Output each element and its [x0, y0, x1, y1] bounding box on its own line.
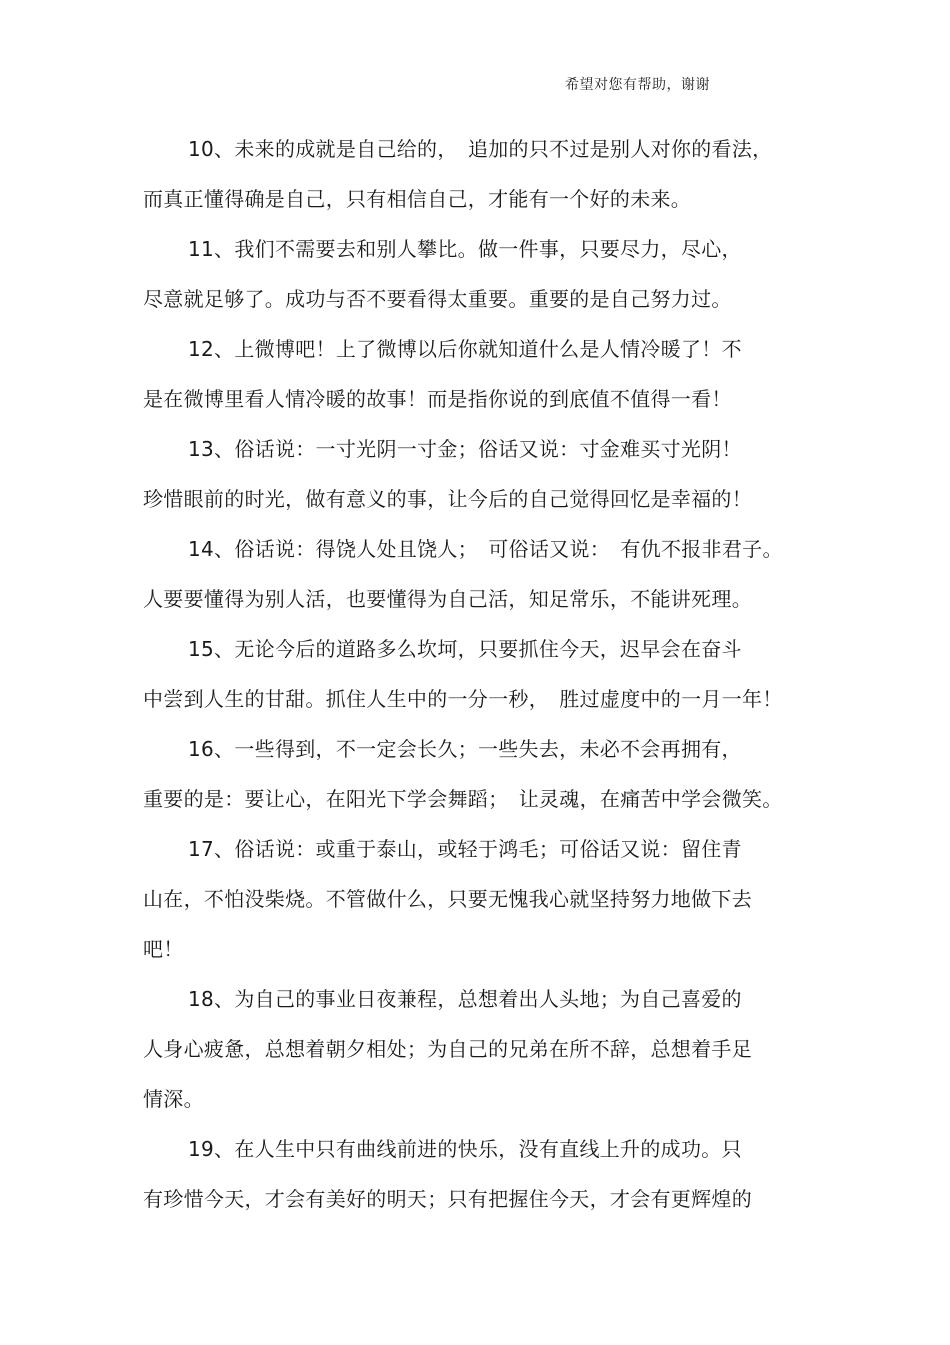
- text-line: 12、上微博吧！上了微博以后你就知道什么是人情冷暖了！不: [188, 337, 742, 361]
- text-line: 人身心疲惫，总想着朝夕相处；为自己的兄弟在所不辞，总想着手足: [143, 1037, 752, 1061]
- text-line: 15、无论今后的道路多么坎坷，只要抓住今天，迟早会在奋斗: [188, 637, 742, 661]
- text-line: 14、俗话说：得饶人处且饶人； 可俗话又说： 有仇不报非君子。: [188, 537, 783, 561]
- text-line: 尽意就足够了。成功与否不要看得太重要。重要的是自己努力过。: [143, 287, 732, 311]
- page-header-note: 希望对您有帮助，谢谢: [565, 77, 710, 93]
- text-line: 珍惜眼前的时光，做有意义的事，让今后的自己觉得回忆是幸福的！: [143, 487, 752, 511]
- text-line: 山在，不怕没柴烧。不管做什么，只要无愧我心就坚持努力地做下去: [143, 887, 752, 911]
- text-line: 而真正懂得确是自己，只有相信自己，才能有一个好的未来。: [143, 187, 692, 211]
- text-line: 吧！: [143, 937, 184, 961]
- text-line: 10、未来的成就是自己给的， 追加的只不过是别人对你的看法，: [188, 137, 773, 161]
- text-line: 中尝到人生的甘甜。抓住人生中的一分一秒， 胜过虚度中的一月一年！: [143, 687, 783, 711]
- text-line: 11、我们不需要去和别人攀比。做一件事，只要尽力，尽心，: [188, 237, 742, 261]
- text-line: 人要要懂得为别人活，也要懂得为自己活，知足常乐，不能讲死理。: [143, 587, 752, 611]
- text-line: 19、在人生中只有曲线前进的快乐，没有直线上升的成功。只: [188, 1137, 742, 1161]
- text-line: 情深。: [143, 1087, 204, 1111]
- document-body: [143, 124, 793, 1224]
- text-line: 16、一些得到，不一定会长久；一些失去，未必不会再拥有，: [188, 737, 742, 761]
- text-line: 18、为自己的事业日夜兼程，总想着出人头地；为自己喜爱的: [188, 987, 742, 1011]
- text-line: 重要的是：要让心，在阳光下学会舞蹈； 让灵魂，在痛苦中学会微笑。: [143, 787, 783, 811]
- text-line: 有珍惜今天，才会有美好的明天；只有把握住今天，才会有更辉煌的: [143, 1187, 752, 1211]
- text-line: 13、俗话说：一寸光阴一寸金；俗话又说：寸金难买寸光阴！: [188, 437, 742, 461]
- text-line: 是在微博里看人情冷暖的故事！而是指你说的到底值不值得一看！: [143, 387, 732, 411]
- text-line: 17、俗话说：或重于泰山，或轻于鸿毛；可俗话又说：留住青: [188, 837, 742, 861]
